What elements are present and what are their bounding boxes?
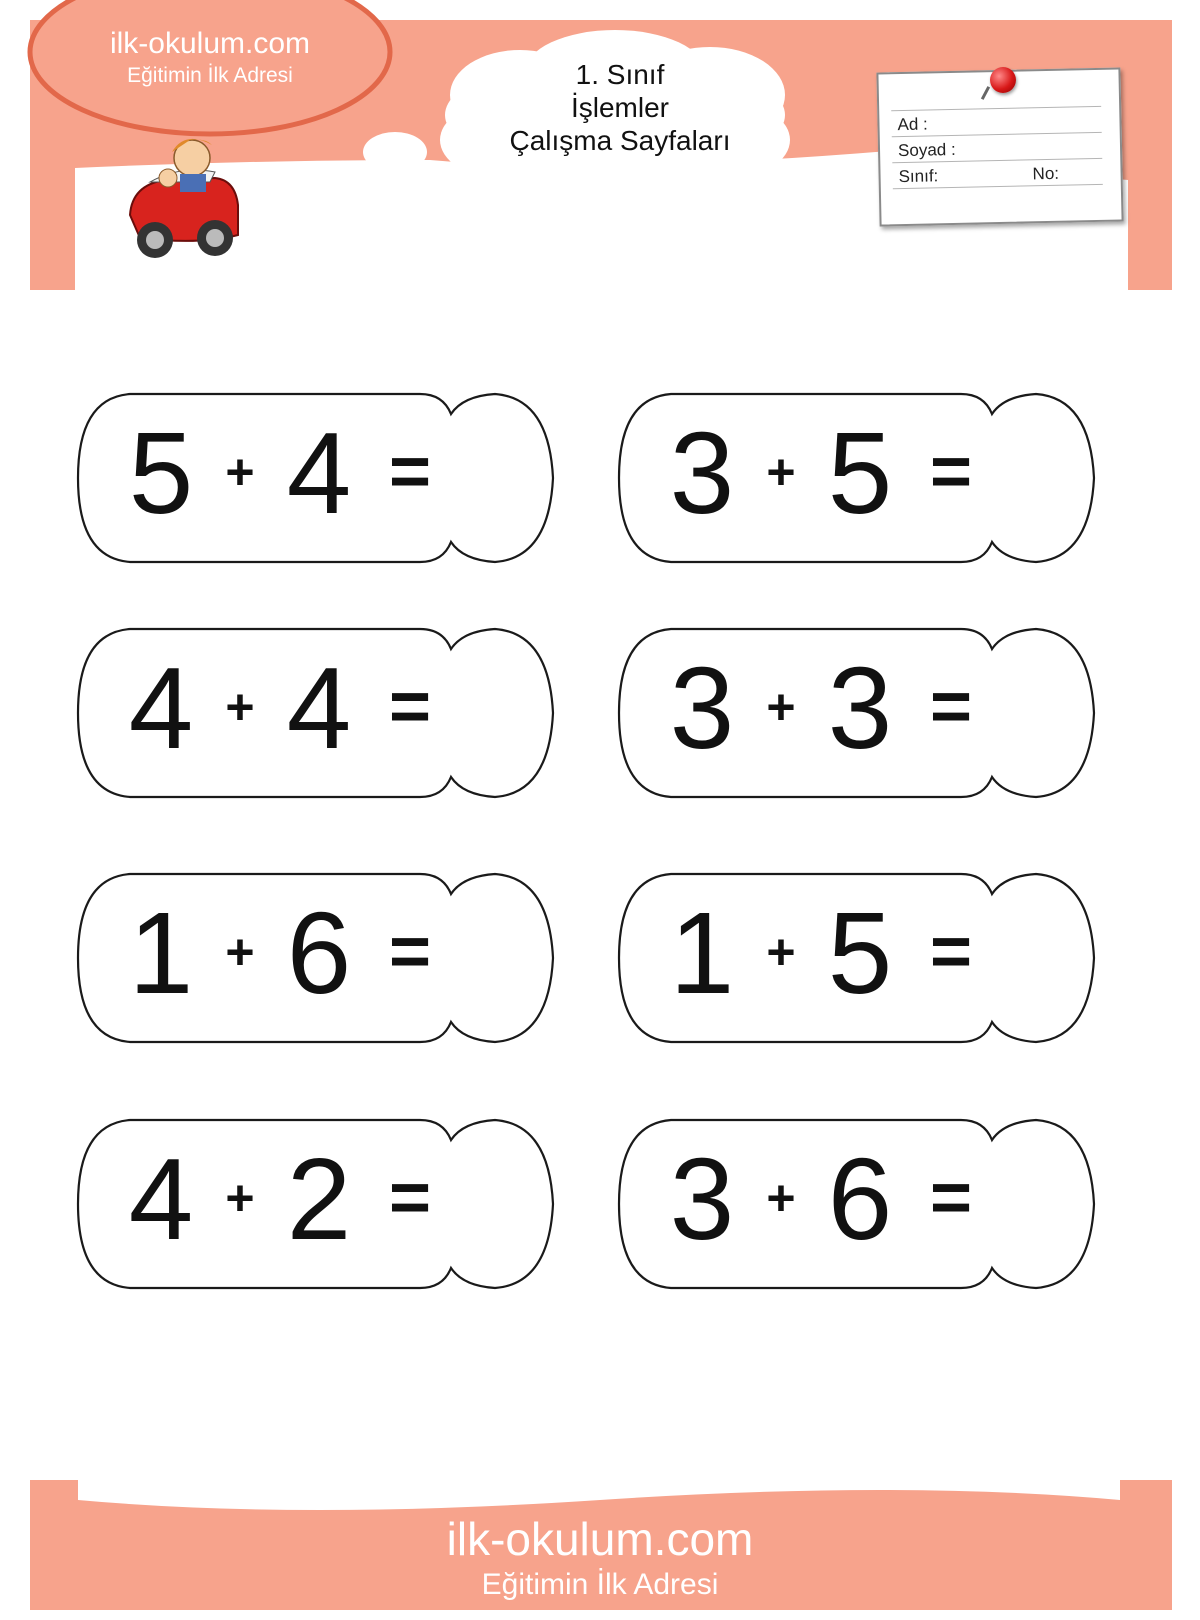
second-addend: 2 <box>286 1134 352 1264</box>
first-addend: 3 <box>669 643 735 773</box>
title-line-topic: İşlemler <box>570 92 669 123</box>
addition-problem <box>616 1118 1096 1290</box>
answer-box[interactable] <box>998 1138 1084 1270</box>
pushpin-icon <box>990 67 1016 93</box>
first-addend: 4 <box>128 1134 194 1264</box>
second-addend: 5 <box>827 408 893 538</box>
equals-sign: = <box>929 432 973 512</box>
addition-problem <box>616 392 1096 564</box>
answer-box[interactable] <box>457 892 543 1024</box>
answer-box[interactable] <box>457 1138 543 1270</box>
page-title <box>470 58 770 157</box>
surname-field-label: Soyad : <box>897 139 956 161</box>
answer-box[interactable] <box>457 647 543 779</box>
equals-sign: = <box>929 912 973 992</box>
addition-problem <box>616 627 1096 799</box>
name-field-label: Ad : <box>897 114 928 135</box>
second-addend: 6 <box>286 888 352 1018</box>
addition-problem <box>75 627 555 799</box>
second-addend: 5 <box>827 888 893 1018</box>
equals-sign: = <box>388 432 432 512</box>
number-field-label: No: <box>1032 163 1060 184</box>
second-addend: 4 <box>286 643 352 773</box>
thought-dot <box>251 209 279 227</box>
plus-sign: + <box>225 924 255 980</box>
plus-sign: + <box>766 679 796 735</box>
equals-sign: = <box>388 912 432 992</box>
answer-box[interactable] <box>998 412 1084 544</box>
addition-problem <box>616 872 1096 1044</box>
second-addend: 6 <box>827 1134 893 1264</box>
header-brand-site: ilk-okulum.com <box>109 27 311 60</box>
equals-sign: = <box>929 1158 973 1238</box>
first-addend: 3 <box>669 408 735 538</box>
first-addend: 3 <box>669 1134 735 1264</box>
plus-sign: + <box>766 924 796 980</box>
thought-dot <box>315 176 359 204</box>
plus-sign: + <box>225 679 255 735</box>
addition-problem <box>75 1118 555 1290</box>
addition-problem <box>75 392 555 564</box>
second-addend: 3 <box>827 643 893 773</box>
equals-sign: = <box>388 1158 432 1238</box>
first-addend: 1 <box>128 888 194 1018</box>
first-addend: 5 <box>128 408 194 538</box>
answer-box[interactable] <box>998 892 1084 1024</box>
equals-sign: = <box>388 667 432 747</box>
footer-brand-tagline: Eğitimin İlk Adresi <box>481 1568 719 1601</box>
footer-brand-site: ilk-okulum.com <box>446 1513 754 1565</box>
second-addend: 4 <box>286 408 352 538</box>
first-addend: 1 <box>669 888 735 1018</box>
first-addend: 4 <box>128 643 194 773</box>
answer-box[interactable] <box>457 412 543 544</box>
plus-sign: + <box>766 444 796 500</box>
thought-dot <box>280 195 316 217</box>
class-field-label: Sınıf: <box>898 166 939 187</box>
plus-sign: + <box>225 1170 255 1226</box>
plus-sign: + <box>766 1170 796 1226</box>
title-line-grade: 1. Sınıf <box>575 59 665 90</box>
addition-problem <box>75 872 555 1044</box>
plus-sign: + <box>225 444 255 500</box>
equals-sign: = <box>929 667 973 747</box>
thought-dot <box>363 132 427 172</box>
answer-box[interactable] <box>998 647 1084 779</box>
header-brand-tagline: Eğitimin İlk Adresi <box>127 64 293 87</box>
title-line-worksheets: Çalışma Sayfaları <box>509 125 731 156</box>
